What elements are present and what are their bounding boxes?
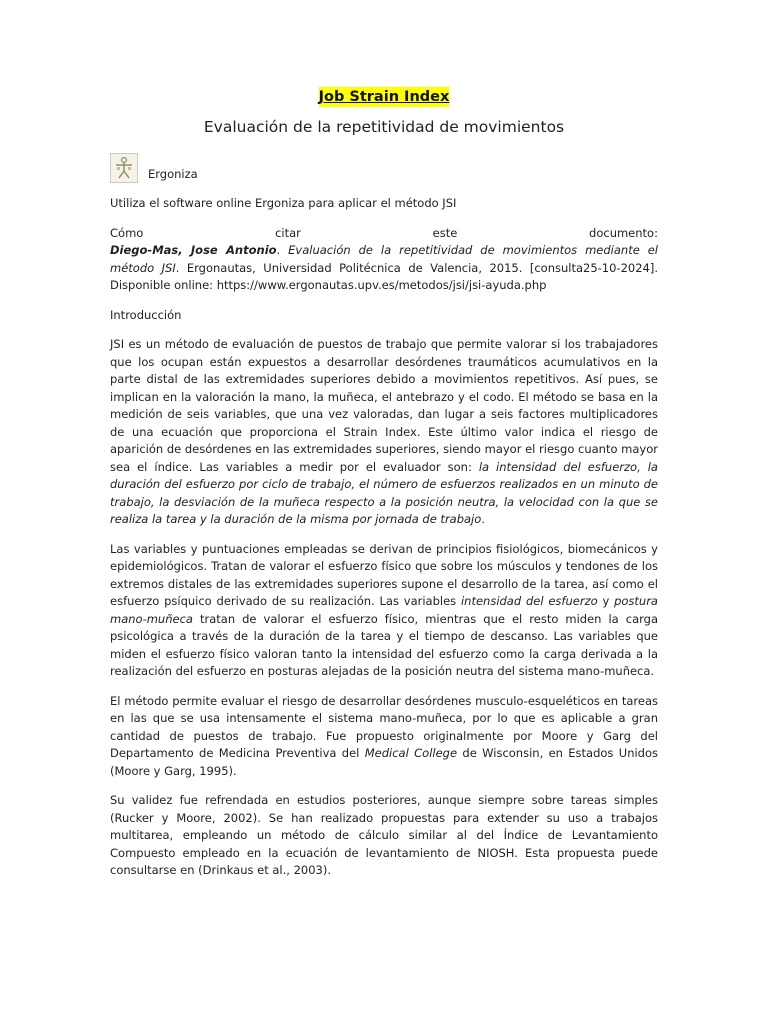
paragraph-2-italic-1: intensidad del esfuerzo (460, 594, 598, 608)
cite-word-1: Cómo (110, 225, 144, 240)
document-body (110, 86, 658, 880)
cite-word-4: documento: (589, 225, 658, 240)
citation-online-link[interactable]: Disponible online: https://www.ergonautas.upv.es/metodos/jsi/jsi-ayuda.php (110, 278, 547, 292)
paragraph-2-a: Las variables y puntuaciones empleadas se derivan de principios fisiológicos, biomecánicos y epidemiológicos. Tratan de valorar el esfuerzo físico que sobre los músculos y tendones de los extremos distales de las extremidades superiores supone el desarrollo de la tarea, así como el esfuerzo psíquico derivado de su realización. Las variables (110, 541, 658, 608)
paragraph-1 (110, 336, 658, 529)
citation-author: Diego-Mas, Jose Antonio (110, 243, 277, 257)
document-title: Job Strain Index (318, 89, 450, 105)
citation-work-title: Evaluación de la repetitividad de movimientos mediante el método JSI (110, 243, 658, 275)
paragraph-3-b: de Wisconsin, en Estados Unidos (Moore y Garg, 1995). (110, 746, 659, 778)
ergoniza-label[interactable]: Ergoniza (148, 167, 198, 181)
paragraph-2-italic-2: postura mano-muñeca (110, 594, 658, 626)
citation-block (110, 225, 658, 295)
paragraph-3-a: El método permite evaluar el riesgo de desarrollar desórdenes musculo-esqueléticos en tareas en las que se usa intensamente el sistema mano-muñeca, por lo que es aplicable a gran cantidad de puestos de trabajo. Fue propuesto originalmente por Moore y Garg del Departamento de Medicina Preventiva del (110, 693, 658, 760)
paragraph-4: Su validez fue refrendada en estudios posteriores, aunque siempre sobre tareas simples (Rucker y Moore, 2002). Se han realizado propuestas para extender su uso a trabajos multitarea, empleando un método de cálculo similar al del Índice de Levantamiento Compuesto empleado en la ecuación de levantamiento de NIOSH. Esta propuesta puede consultarse en (Drinkaus et al., 2003). (110, 793, 658, 877)
paragraph-2 (110, 541, 658, 681)
cite-word-3: este (432, 225, 458, 240)
section-heading: Introducción (110, 307, 182, 322)
paragraph-2-c: tratan de valorar el esfuerzo físico, mientras que el resto miden la carga psicológica a través de la duración de la tarea y el tiempo de descanso. Las variables que miden el esfuerzo físico valoran tanto la intensidad del esfuerzo como la carga derivada a la realización del esfuerzo en posturas alejadas de la posición neutra del sistema mano-muñeca. (110, 611, 658, 678)
paragraph-1-end: . (481, 512, 485, 526)
human-figure-icon[interactable] (110, 153, 138, 183)
paragraph-1-text: JSI es un método de evaluación de puestos de trabajo que permite valorar si los trabajadores que los ocupan están expuestos a desarrollar desórdenes traumáticos acumulativos en la parte distal de las extremidades superiores debido a movimientos repetitivos. Así pues, se implican en la valoración la mano, la muñeca, el antebrazo y el codo. El método se basa en la medición de seis variables, que una vez valoradas, dan lugar a seis factores multiplicadores de una ecuación que proporciona el Strain Index. Este último valor indica el riesgo de aparición de desórdenes en las extremidades superiores, siendo mayor el riesgo cuanto mayor sea el índice. Las variables a medir por el evaluador son: (110, 337, 658, 474)
title-wrapper (110, 86, 658, 107)
ergoniza-software-text[interactable]: Utiliza el software online Ergoniza para aplicar el método JSI (110, 196, 457, 210)
citation-header (110, 225, 658, 243)
citation-reference (110, 242, 658, 295)
paragraph-3-italic: Medical College (364, 746, 458, 760)
document-subtitle: Evaluación de la repetitividad de movimientos (203, 118, 565, 136)
cite-word-2: citar (275, 225, 301, 240)
ergoniza-logo-row[interactable] (110, 151, 658, 183)
paragraph-2-b: y (597, 594, 615, 608)
citation-separator: . (276, 243, 289, 257)
citation-publisher: . Ergonautas, Universidad Politécnica de Valencia, 2015. [consulta25-10-2024]. (175, 260, 658, 275)
paragraph-3 (110, 693, 658, 781)
paragraph-1-italic: la intensidad del esfuerzo, la duración del esfuerzo por ciclo de trabajo, el número de esfuerzos realizados en un minuto de trabajo, la desviación de la muñeca respecto a la posición neutra, la velocidad con la que se realiza la tarea y la duración de la misma por jornada de trabajo (110, 459, 658, 526)
